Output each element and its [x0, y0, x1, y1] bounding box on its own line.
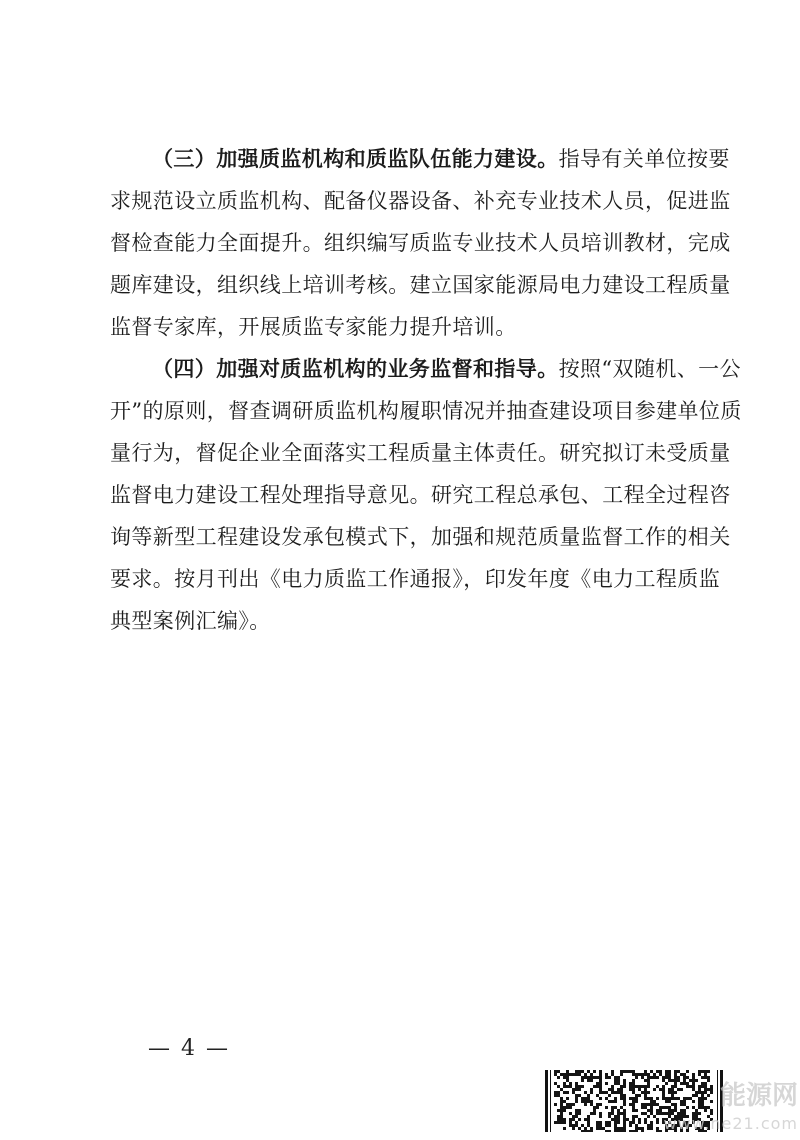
paragraph-3-line-4: 题库建设，组织线上培训考核。建立国家能源局电力建设工程质量	[110, 273, 731, 297]
paragraph-4-line-3: 量行为，督促企业全面落实工程质量主体责任。研究拟订未受质量	[110, 441, 731, 465]
paragraph-4-line-1	[110, 348, 741, 390]
paragraph-3-line-1	[110, 138, 730, 180]
paragraph-4-line-4: 监督电力建设工程处理指导意见。研究工程总承包、工程全过程咨	[110, 483, 731, 507]
paragraph-4-line-7: 典型案例汇编》。	[110, 609, 271, 633]
paragraph-4-line-5: 询等新型工程建设发承包模式下，加强和规范质量监督工作的相关	[110, 525, 731, 549]
watermark-url: www.ne21.com	[663, 1114, 798, 1133]
paragraph-4-text: 按照“双随机、一公	[558, 357, 741, 381]
paragraph-3-line-2: 求规范设立质监机构、配备仪器设备、补充专业技术人员，促进监	[110, 189, 731, 213]
paragraph-4-line-2: 开”的原则，督查调研质监机构履职情况并抽查建设项目参建单位质	[110, 399, 742, 423]
paragraph-3-line-5: 监督专家库，开展质监专家能力提升培训。	[110, 315, 517, 339]
paragraph-4-line-6: 要求。按月刊出《电力质监工作通报》，印发年度《电力工程质监	[110, 567, 721, 591]
document-body	[110, 138, 742, 642]
paragraph-3-heading: （三）加强质监机构和质监队伍能力建设。	[152, 146, 559, 171]
paragraph-4-heading: （四）加强对质监机构的业务监督和指导。	[152, 356, 559, 381]
paragraph-3-text: 指导有关单位按要	[558, 147, 730, 171]
page-number: — 4 —	[148, 1036, 230, 1061]
watermark-site-name: 能源网	[719, 1081, 798, 1111]
paragraph-3-line-3: 督检查能力全面提升。组织编写质监专业技术人员培训教材，完成	[110, 231, 731, 255]
